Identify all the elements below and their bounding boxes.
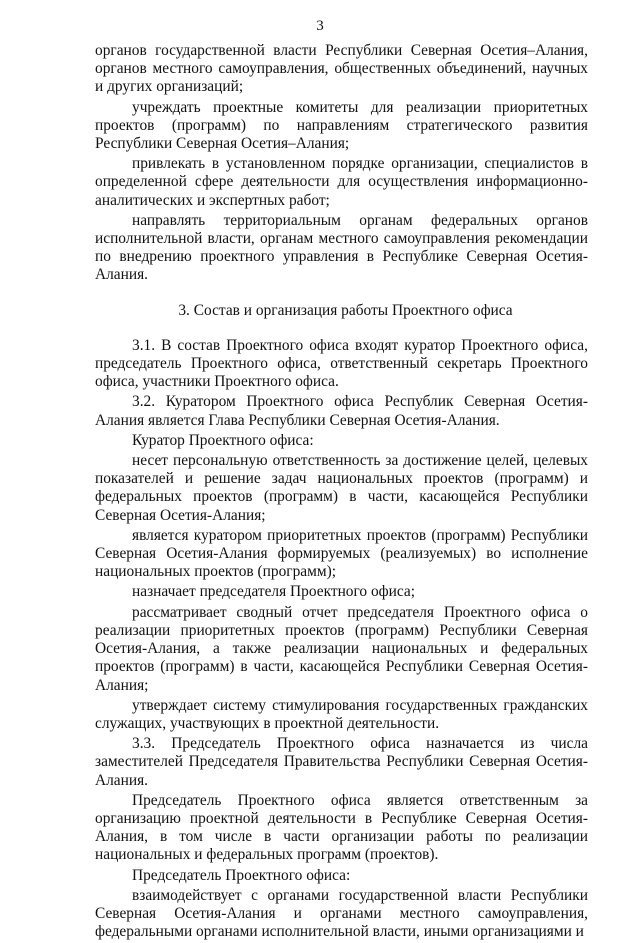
- paragraph: учреждать проектные комитеты для реализации приоритетных проектов (программ) по направлениям стратегического развития Республики Северная Осетия–Алания;: [95, 98, 588, 153]
- paragraph: Председатель Проектного офиса является ответственным за организацию проектной деятельности в Республике Северная Осетия-Алания, в том числе в части организации работы по реализации национальных и федеральных программ (проектов).: [95, 791, 588, 864]
- paragraph: органов государственной власти Республики Северная Осетия–Алания, органов местного самоуправления, общественных объединений, научных и других организаций;: [95, 42, 588, 96]
- page-number: 3: [316, 18, 324, 34]
- paragraph: назначает председателя Проектного офиса;: [132, 583, 415, 601]
- paragraph: утверждает систему стимулирования государственных гражданских служащих, участвующих в проектной деятельности.: [95, 696, 588, 732]
- paragraph: Председатель Проектного офиса:: [132, 866, 351, 884]
- document-body: [95, 42, 588, 943]
- paragraph: несет персональную ответственность за достижение целей, целевых показателей и решение задач национальных проектов (программ) и федеральных проектов (программ) в части, касающейся Республики Северная Осетия-Алания;: [95, 452, 588, 524]
- paragraph: рассматривает сводный отчет председателя Проектного офиса о реализации приоритетных проектов (программ) Республики Северная Осетия-Алания, а также реализации национальных и федеральных проектов (программ) в части, касающейся Республики Северная Осетия-Алания;: [95, 603, 588, 694]
- paragraph: взаимодействует с органами государственной власти Республики Северная Осетия-Алания и органами местного самоуправления, федеральными органами исполнительной власти, иными организациями и: [95, 886, 588, 941]
- paragraph: 3.1. В состав Проектного офиса входят куратор Проектного офиса, председатель Проектного офиса, ответственный секретарь Проектного офиса, участники Проектного офиса.: [95, 336, 588, 391]
- paragraph: Куратор Проектного офиса:: [132, 431, 314, 449]
- paragraph: 3.2. Куратором Проектного офиса Республик Северная Осетия-Алания является Глава Республики Северная Осетия-Алания.: [95, 393, 588, 429]
- paragraph: 3.3. Председатель Проектного офиса назначается из числа заместителей Председателя Правительства Республики Северная Осетия-Алания.: [95, 735, 588, 789]
- paragraph: привлекать в установленном порядке организации, специалистов в определенной сфере деятельности для осуществления информационно-аналитических и экспертных работ;: [95, 155, 588, 209]
- paragraph: направлять территориальным органам федеральных органов исполнительной власти, органам местного самоуправления рекомендации по внедрению проектного управления в Республике Северная Осетия-Алания.: [95, 211, 588, 284]
- section-heading: 3. Состав и организация работы Проектного офиса: [178, 301, 513, 319]
- paragraph: является куратором приоритетных проектов (программ) Республики Северная Осетия-Алания формируемых (реализуемых) во исполнение национальных проектов (программ);: [95, 526, 588, 581]
